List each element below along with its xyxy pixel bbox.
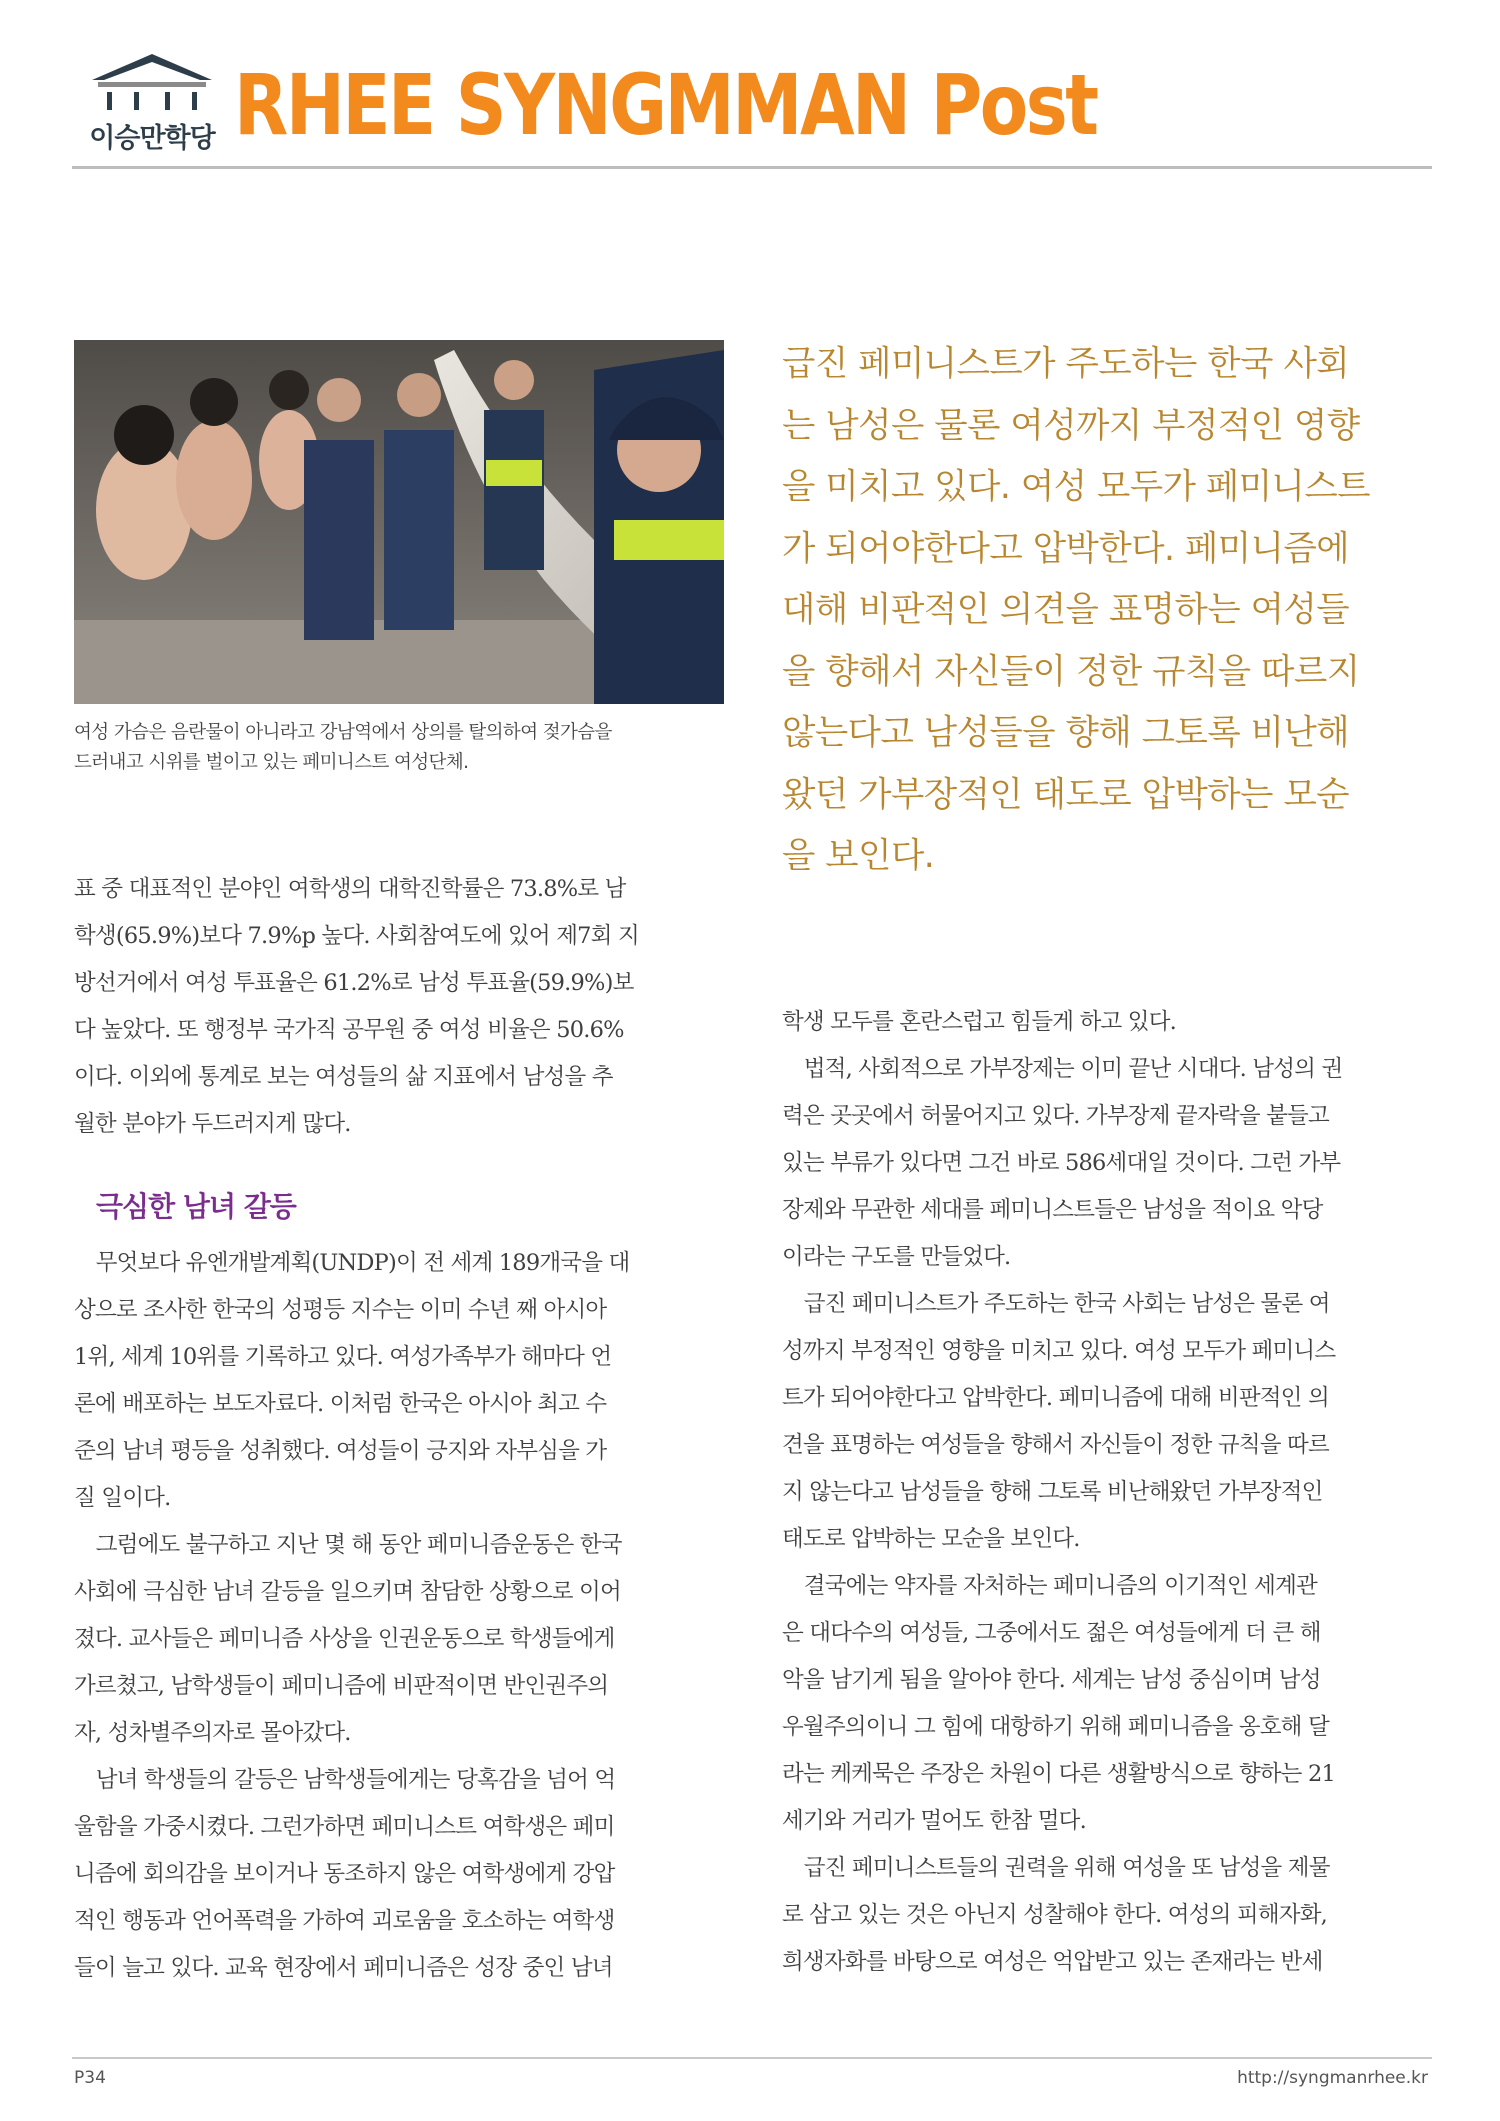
pullquote-line: 을 미치고 있다. 여성 모두가 페미니스트: [782, 467, 1371, 507]
body-line: 월한 분야가 두드러지게 많다.: [74, 1111, 351, 1137]
body-line: 있는 부류가 있다면 그건 바로 586세대일 것이다. 그런 가부: [782, 1150, 1341, 1176]
body-line: 표 중 대표적인 분야인 여학생의 대학진학률은 73.8%로 남: [74, 876, 626, 902]
body-line: 세기와 거리가 멀어도 한참 멀다.: [782, 1808, 1086, 1834]
protest-photo: [74, 340, 724, 704]
body-line: 자, 성차별주의자로 몰아갔다.: [74, 1720, 351, 1746]
body-line: 남녀 학생들의 갈등은 남학생들에게는 당혹감을 넘어 억: [74, 1767, 616, 1793]
body-line: 다 높았다. 또 행정부 국가직 공무원 중 여성 비율은 50.6%: [74, 1017, 624, 1043]
caption-line: 여성 가슴은 음란물이 아니라고 강남역에서 상의를 탈의하여 젖가슴을: [74, 722, 612, 743]
section-subhead: 극심한 남녀 갈등: [96, 1190, 296, 1223]
pullquote-line: 급진 페미니스트가 주도하는 한국 사회: [782, 344, 1350, 384]
body-line: 태도로 압박하는 모순을 보인다.: [782, 1526, 1080, 1552]
body-line: 학생(65.9%)보다 7.9%p 높다. 사회참여도에 있어 제7회 지: [74, 923, 639, 949]
body-line: 희생자화를 바탕으로 여성은 억압받고 있는 존재라는 반세: [782, 1949, 1323, 1975]
body-line: 트가 되어야한다고 압박한다. 페미니즘에 대해 비판적인 의: [782, 1385, 1329, 1411]
body-line: 질 일이다.: [74, 1485, 171, 1511]
caption-line: 드러내고 시위를 벌이고 있는 페미니스트 여성단체.: [74, 752, 469, 773]
body-line: 지 않는다고 남성들을 향해 그토록 비난해왔던 가부장적인: [782, 1479, 1323, 1505]
pullquote-line: 는 남성은 물론 여성까지 부정적인 영향: [782, 405, 1360, 446]
body-line: 법적, 사회적으로 가부장제는 이미 끝난 시대다. 남성의 권: [782, 1056, 1343, 1082]
body-line: 견을 표명하는 여성들을 향해서 자신들이 정한 규칙을 따르: [782, 1432, 1329, 1458]
body-line: 라는 케케묵은 주장은 차원이 다른 생활방식으로 향하는 21: [782, 1761, 1336, 1787]
body-line: 결국에는 약자를 자처하는 페미니즘의 이기적인 세계관: [782, 1573, 1317, 1599]
right-column-body: [782, 999, 1442, 1986]
body-line: 가르쳤고, 남학생들이 페미니즘에 비판적이면 반인권주의: [74, 1673, 609, 1699]
body-line: 졌다. 교사들은 페미니즘 사상을 인권운동으로 학생들에게: [74, 1626, 615, 1652]
body-line: 악을 남기게 됨을 알아야 한다. 세계는 남성 중심이며 남성: [782, 1667, 1321, 1693]
body-line: 니즘에 회의감을 보이거나 동조하지 않은 여학생에게 강압: [74, 1861, 615, 1887]
body-line: 들이 늘고 있다. 교육 현장에서 페미니즘은 성장 중인 남녀: [74, 1955, 613, 1981]
body-line: 론에 배포하는 보도자료다. 이처럼 한국은 아시아 최고 수: [74, 1391, 607, 1417]
pullquote-line: 가 되어야한다고 압박한다. 페미니즘에: [782, 528, 1350, 569]
body-line: 상으로 조사한 한국의 성평등 지수는 이미 수년 째 아시아: [74, 1297, 607, 1323]
body-line: 무엇보다 유엔개발계획(UNDP)이 전 세계 189개국을 대: [74, 1250, 630, 1276]
body-line: 적인 행동과 언어폭력을 가하여 괴로움을 호소하는 여학생: [74, 1908, 615, 1934]
page-number: P34: [74, 2068, 106, 2088]
pullquote-line: 을 향해서 자신들이 정한 규칙을 따르지: [782, 651, 1360, 692]
header: [72, 50, 1432, 170]
footer-rule: [72, 2057, 1432, 2059]
body-line: 이라는 구도를 만들었다.: [782, 1244, 1011, 1270]
body-line: 로 삼고 있는 것은 아닌지 성찰해야 한다. 여성의 피해자화,: [782, 1902, 1328, 1928]
left-column-body: [74, 1240, 734, 1992]
logo-text: 이승만학당: [89, 123, 215, 154]
body-line: 장제와 무관한 세대를 페미니스트들은 남성을 적이요 악당: [782, 1197, 1323, 1223]
body-line: 학생 모두를 혼란스럽고 힘들게 하고 있다.: [782, 1009, 1177, 1035]
pull-quote: [782, 334, 1442, 888]
body-line: 력은 곳곳에서 허물어지고 있다. 가부장제 끝자락을 붙들고: [782, 1103, 1329, 1129]
logo: [72, 50, 232, 160]
body-line: 방선거에서 여성 투표율은 61.2%로 남성 투표율(59.9%)보: [74, 970, 634, 996]
body-line: 울함을 가중시켰다. 그런가하면 페미니스트 여학생은 페미: [74, 1814, 615, 1840]
pullquote-line: 대해 비판적인 의견을 표명하는 여성들: [782, 590, 1350, 630]
body-line: 사회에 극심한 남녀 갈등을 일으키며 참담한 상황으로 이어: [74, 1579, 621, 1605]
body-line: 준의 남녀 평등을 성취했다. 여성들이 긍지와 자부심을 가: [74, 1438, 607, 1464]
left-column-intro: [74, 866, 734, 1148]
body-line: 급진 페미니스트들의 권력을 위해 여성을 또 남성을 제물: [782, 1855, 1330, 1881]
body-line: 성까지 부정적인 영향을 미치고 있다. 여성 모두가 페미니스: [782, 1338, 1336, 1364]
photo-caption: [74, 718, 734, 778]
pullquote-line: 왔던 가부장적인 태도로 압박하는 모순: [782, 774, 1350, 815]
footer-url: http://syngmanrhee.kr: [1237, 2068, 1428, 2088]
body-line: 은 대다수의 여성들, 그중에서도 젊은 여성들에게 더 큰 해: [782, 1620, 1321, 1646]
pullquote-line: 않는다고 남성들을 향해 그토록 비난해: [782, 713, 1350, 753]
school-building-icon: [72, 50, 232, 116]
body-line: 급진 페미니스트가 주도하는 한국 사회는 남성은 물론 여: [782, 1291, 1330, 1317]
body-line: 이다. 이외에 통계로 보는 여성들의 삶 지표에서 남성을 추: [74, 1064, 613, 1090]
masthead-title: RHEE SYNGMMAN Post: [234, 56, 1097, 154]
header-rule: [72, 166, 1432, 169]
body-line: 1위, 세계 10위를 기록하고 있다. 여성가족부가 해마다 언: [74, 1344, 612, 1370]
pullquote-line: 을 보인다.: [782, 836, 935, 876]
body-line: 그럼에도 불구하고 지난 몇 해 동안 페미니즘운동은 한국: [74, 1532, 622, 1558]
body-line: 우월주의이니 그 힘에 대항하기 위해 페미니즘을 옹호해 달: [782, 1714, 1329, 1740]
